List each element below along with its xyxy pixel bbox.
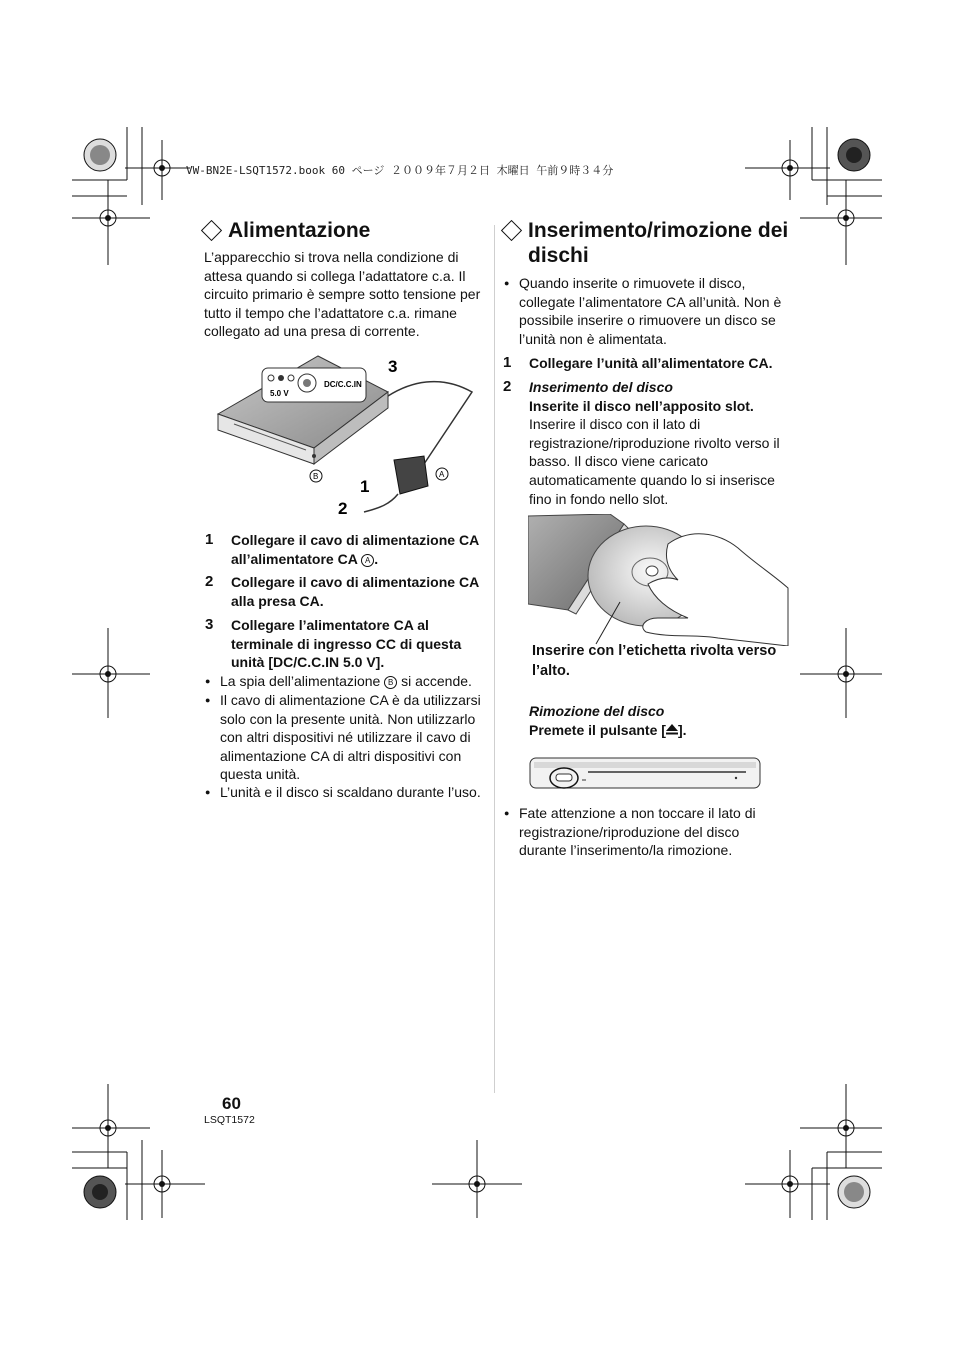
page-number: 60 <box>222 1094 241 1113</box>
marker-a: A <box>361 554 374 567</box>
left-bullet-3: ● L’unità e il disco si scaldano durante l’uso. <box>205 784 481 800</box>
disc-figure-caption: Inserire con l’etichetta rivolta verso l’alto. <box>532 643 777 679</box>
diamond-icon <box>201 220 222 241</box>
section-title-alimentazione <box>200 218 480 243</box>
left-bullet-1: ● La spia dell’alimentazione B si accende. <box>205 673 472 689</box>
column-divider <box>494 225 495 1093</box>
section-title-text: Inserimento/rimozione dei dischi <box>528 219 789 267</box>
intro-paragraph: L’apparecchio si trova nella condizione di attesa quando si collega l’adattatore c.a. Il circuito primario è sempre sotto tensione per tutto il tempo che l’adattatore c.a. rimane collegato ad una presa di corrente. <box>204 249 481 340</box>
figure-num-3: 3 <box>388 357 398 376</box>
power-connection-illustration <box>210 352 490 524</box>
power-cable <box>388 382 472 464</box>
left-step-3: 3 Collegare l’alimentatore CA al terminale di ingresso CC di questa unità [DC/C.C.IN 5.0 V]. <box>205 616 462 671</box>
left-step-2: 2 Collegare il cavo di alimentazione CA alla presa CA. <box>205 573 479 609</box>
drive-front-illustration <box>528 754 764 794</box>
removal-instruction: Premete il pulsante [ ]. <box>529 721 687 738</box>
dc-label: DC/C.C.IN <box>324 380 362 389</box>
eject-button <box>556 774 572 781</box>
left-step-1: 1 Collegare il cavo di alimentazione CA all’alimentatore CA A . <box>205 531 479 567</box>
figure-num-2: 2 <box>338 499 348 518</box>
right-bullet-2: ● Fate attenzione a non toccare il lato di registrazione/riproduzione del disco durante l’inserimento/la rimozione. <box>504 805 756 859</box>
book-info-header: VW-BN2E-LSQT1572.book 60 ページ ２００９年７月２日 木曜日 午前９時３４分 <box>186 164 614 177</box>
diamond-icon <box>501 220 522 241</box>
section-title-text: Alimentazione <box>228 219 371 242</box>
right-step-2: 2 Inserimento del disco Inserite il disco nell’apposito slot. Inserire il disco con il lato di registrazione/riproduzione rivolto verso il basso. Il disco viene caricato automaticamente quando lo si inserisce fino in fondo nello slot. <box>503 378 780 507</box>
figure-num-1: 1 <box>360 477 370 496</box>
removal-heading: Rimozione del disco <box>529 703 665 719</box>
marker-b: B <box>384 676 397 689</box>
ac-adapter <box>394 456 428 494</box>
ac-cord <box>364 494 398 512</box>
section-title-inserimento <box>500 218 790 268</box>
volt-label: 5.0 V <box>270 389 289 398</box>
document-code: LSQT1572 <box>204 1114 255 1126</box>
disc-insertion-illustration <box>528 514 790 646</box>
eject-icon <box>666 721 678 740</box>
callout-b: B <box>313 472 319 481</box>
removal-block <box>529 702 789 739</box>
left-bullet-2: ● Il cavo di alimentazione CA è da utilizzarsi solo con la presente unità. Non utilizzarlo con altri dispositivi né utilizzare il cavo di alimentazione CA di altri dispositivi con questa unità. <box>205 692 481 783</box>
right-bullet-1: ● Quando inserite o rimuovete il disco, collegate l’alimentatore CA all’unità. Non è possibile inserire o rimuovere un disco se l’unità non è alimentata. <box>504 275 782 347</box>
right-step-1: 1 Collegare l’unità all’alimentatore CA. <box>503 354 773 371</box>
callout-a: A <box>439 470 445 479</box>
